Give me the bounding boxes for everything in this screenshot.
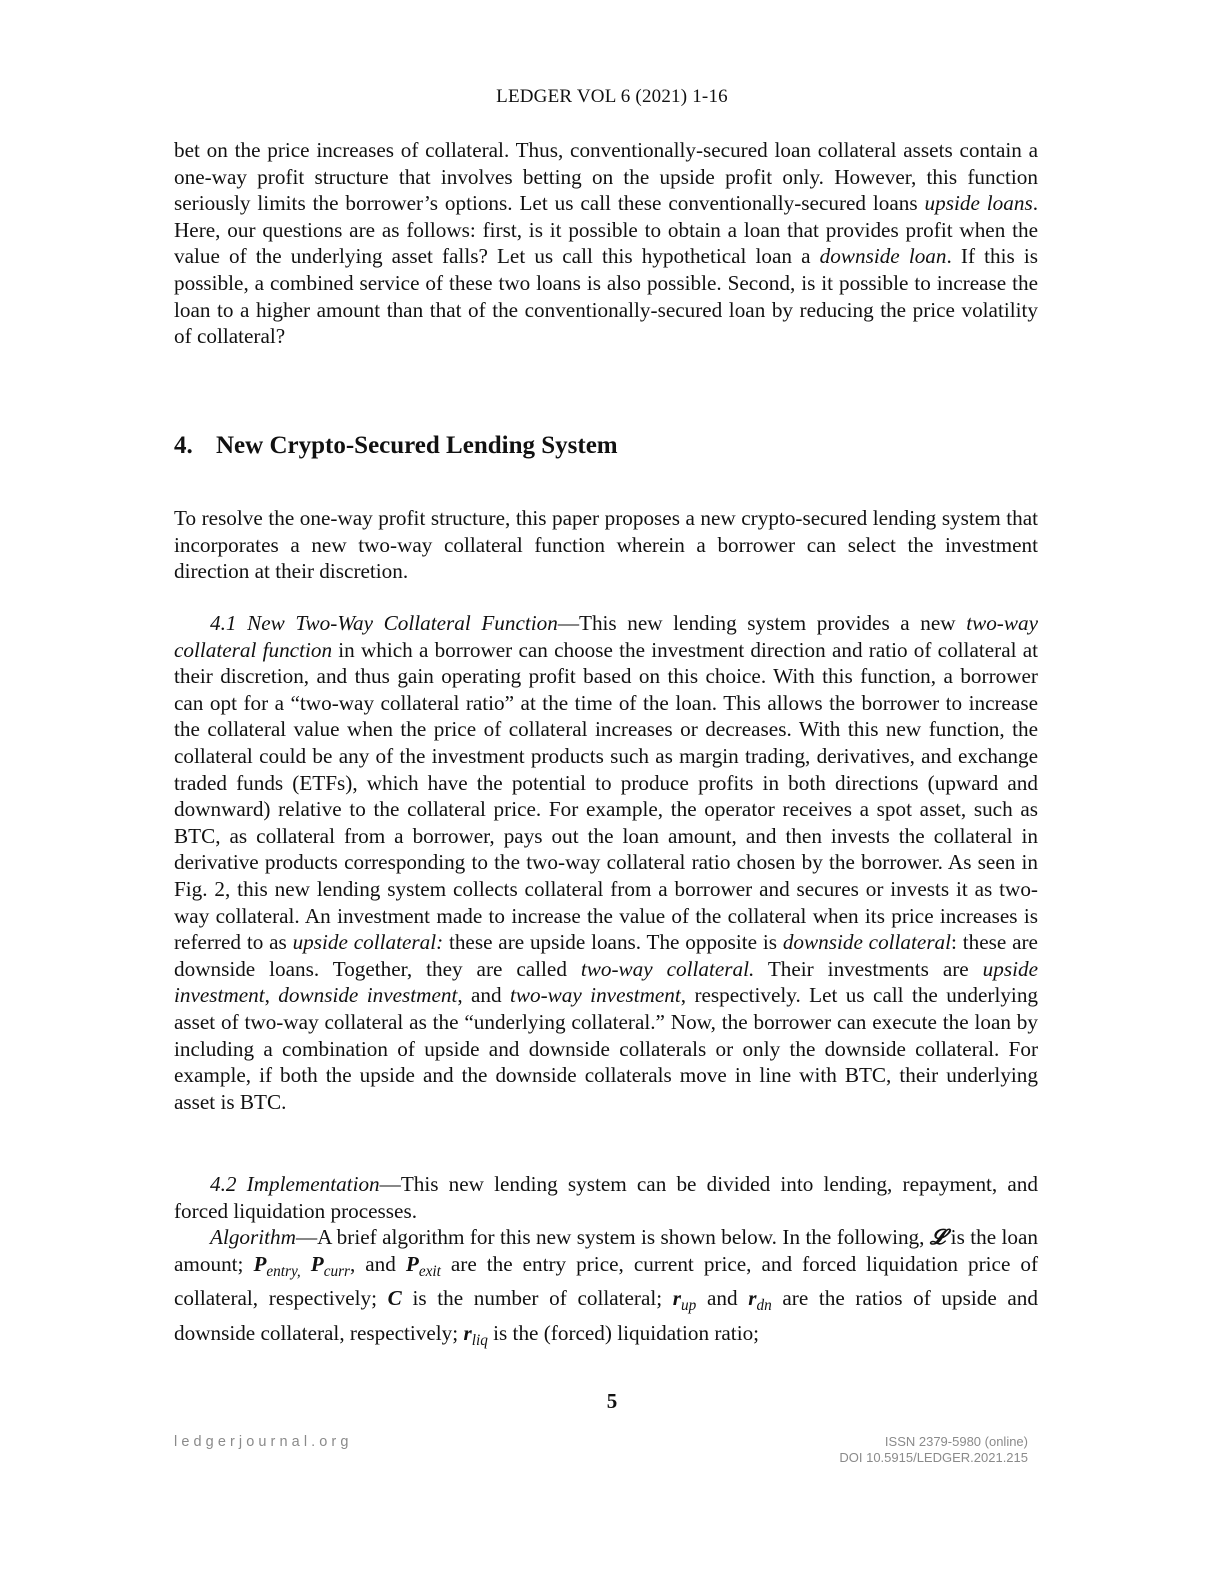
text-span: is the number of collateral; bbox=[401, 1286, 673, 1311]
symbol-subscript: entry, bbox=[266, 1262, 301, 1280]
subsection-lead-4-2: 4.2 Implementation bbox=[210, 1172, 380, 1196]
text-span: is the loan amount; bbox=[174, 1225, 1038, 1276]
journal-website-link[interactable]: ledgerjournal.org bbox=[174, 1434, 353, 1450]
term-two-way-investment: two-way investment bbox=[510, 983, 681, 1008]
footer-identifiers bbox=[839, 1434, 1028, 1466]
term-two-way-collateral: two-way collateral. bbox=[580, 956, 755, 981]
symbol-base: r bbox=[672, 1286, 682, 1311]
symbol-collateral-count: C bbox=[387, 1286, 402, 1311]
text-span: in which a borrower can choose the investment direction and ratio of collateral at their discretion, and thus gain operating profit based on this choice. With this function, a borrower can opt for a “two-way collateral ratio” at the time of the loan. This allows the borrower to increase the collateral value when the price of collateral increases or decreases. With this new function, the collateral could be any of the investment products such as margin trading, derivatives, and exchange traded funds (ETFs), which have the potential to produce profits in both directions (upward and downward) relative to the collateral price. For example, the operator receives a spot asset, such as BTC, as collateral from a borrower, pays out the loan amount, and then invests the collateral in derivative products corresponding to the two-way collateral ratio chosen by the borrower. As seen in Fig. 2, this new lending system collects collateral from a borrower and secures or invests it as two-way collateral. An investment made to increase the value of the collateral when its price increases is referred to as bbox=[174, 637, 1038, 955]
text-span: are the ratios of upside and downside collateral, respectively; bbox=[174, 1286, 1038, 1346]
text-span: are the entry price, current price, and forced liquidation price of collateral, respectively; bbox=[174, 1251, 1039, 1311]
symbol-p-entry bbox=[253, 1251, 301, 1280]
symbol-subscript: curr bbox=[323, 1262, 350, 1280]
term-downside-investment: downside investment bbox=[278, 983, 458, 1008]
term-upside-investment: upside investment bbox=[174, 956, 1038, 1008]
text-span: is the (forced) liquidation ratio; bbox=[487, 1321, 760, 1346]
term-upside-collateral: upside collateral: bbox=[292, 930, 444, 955]
text-span: , and bbox=[349, 1251, 406, 1276]
symbol-base: r bbox=[748, 1286, 757, 1311]
term-two-way-collateral-function: two-way collateral function bbox=[174, 611, 1038, 662]
paragraph-implementation bbox=[174, 1171, 1038, 1224]
paragraph-upside-loans bbox=[174, 137, 1038, 350]
symbol-subscript: exit bbox=[418, 1262, 441, 1280]
symbol-base: P bbox=[405, 1251, 419, 1276]
symbol-subscript: liq bbox=[471, 1332, 488, 1350]
symbol-loan-amount: 𝓛 bbox=[929, 1225, 946, 1249]
text-span: : these are downside loans. Together, they are called bbox=[174, 930, 1038, 981]
term-downside-loan: downside loan bbox=[819, 244, 947, 269]
symbol-base: P bbox=[253, 1251, 267, 1276]
text-span: bet on the price increases of collateral. Thus, conventionally-secured loan collateral assets contain a one-way profit structure that involves betting on the upside profit only. However, this function seriously limits the borrower’s options. Let us call these conventionally-secured loans bbox=[174, 138, 1038, 216]
symbol-subscript: up bbox=[681, 1297, 697, 1315]
text-span: Their investments are bbox=[754, 956, 983, 981]
term-downside-collateral: downside collateral bbox=[782, 930, 952, 955]
symbol-p-exit bbox=[405, 1251, 441, 1280]
doi-text: DOI 10.5915/LEDGER.2021.215 bbox=[839, 1450, 1028, 1465]
symbol-base: P bbox=[310, 1251, 324, 1276]
running-head: LEDGER VOL 6 (2021) 1-16 bbox=[496, 86, 728, 107]
subsection-lead-4-1: 4.1 New Two-Way Collateral Function bbox=[210, 611, 558, 635]
text-span: . If this is possible, a combined service of these two loans is also possible. Second, is it possible to increase the loan to a higher amount than that of the conventionally-secured loan by reducing the price volatility of collateral? bbox=[174, 244, 1038, 349]
symbol-p-curr bbox=[310, 1251, 350, 1280]
symbol-subscript: dn bbox=[756, 1297, 772, 1315]
section-number: 4. bbox=[174, 432, 193, 459]
text-span: , bbox=[264, 983, 279, 1008]
term-upside-loans: upside loans bbox=[924, 191, 1033, 216]
paragraph-intro: To resolve the one-way profit structure, this paper proposes a new crypto-secured lending system that incorporates a new two-way collateral function wherein a borrower can select the investment direction at their discretion. bbox=[174, 506, 1038, 584]
paragraph-algorithm bbox=[174, 1224, 1038, 1355]
text-span: —A brief algorithm for this new system is shown below. In the following, bbox=[295, 1225, 930, 1249]
symbol-r-dn bbox=[748, 1286, 772, 1315]
text-span: these are upside loans. The opposite is bbox=[443, 930, 783, 955]
algorithm-lead: Algorithm bbox=[210, 1225, 296, 1249]
text-span: —This new lending system provides a new bbox=[557, 611, 967, 635]
text-span: , respectively. Let us call the underlying asset of two-way collateral as the “underlying collateral.” Now, the borrower can execute the loan by including a combination of upside and downside collaterals or only the downside collateral. For example, if both the upside and the downside collaterals move in line with BTC, their underlying asset is BTC. bbox=[174, 983, 1039, 1114]
page-number: 5 bbox=[606, 1389, 618, 1413]
text-span: and bbox=[696, 1286, 749, 1311]
issn-text: ISSN 2379-5980 (online) bbox=[884, 1434, 1028, 1449]
section-title: New Crypto-Secured Lending System bbox=[216, 432, 618, 459]
text-span: , and bbox=[457, 983, 510, 1008]
section-heading bbox=[174, 432, 618, 460]
symbol-r-liq bbox=[463, 1321, 488, 1350]
symbol-r-up bbox=[672, 1286, 697, 1315]
text-span: —This new lending system can be divided into lending, repayment, and forced liquidation processes. bbox=[174, 1172, 1038, 1223]
paragraph-two-way-collateral bbox=[174, 610, 1038, 1115]
symbol-base: r bbox=[463, 1321, 472, 1346]
text-span: . Here, our questions are as follows: first, is it possible to obtain a loan that provides profit when the value of the underlying asset falls? Let us call this hypothetical loan a bbox=[174, 191, 1038, 269]
